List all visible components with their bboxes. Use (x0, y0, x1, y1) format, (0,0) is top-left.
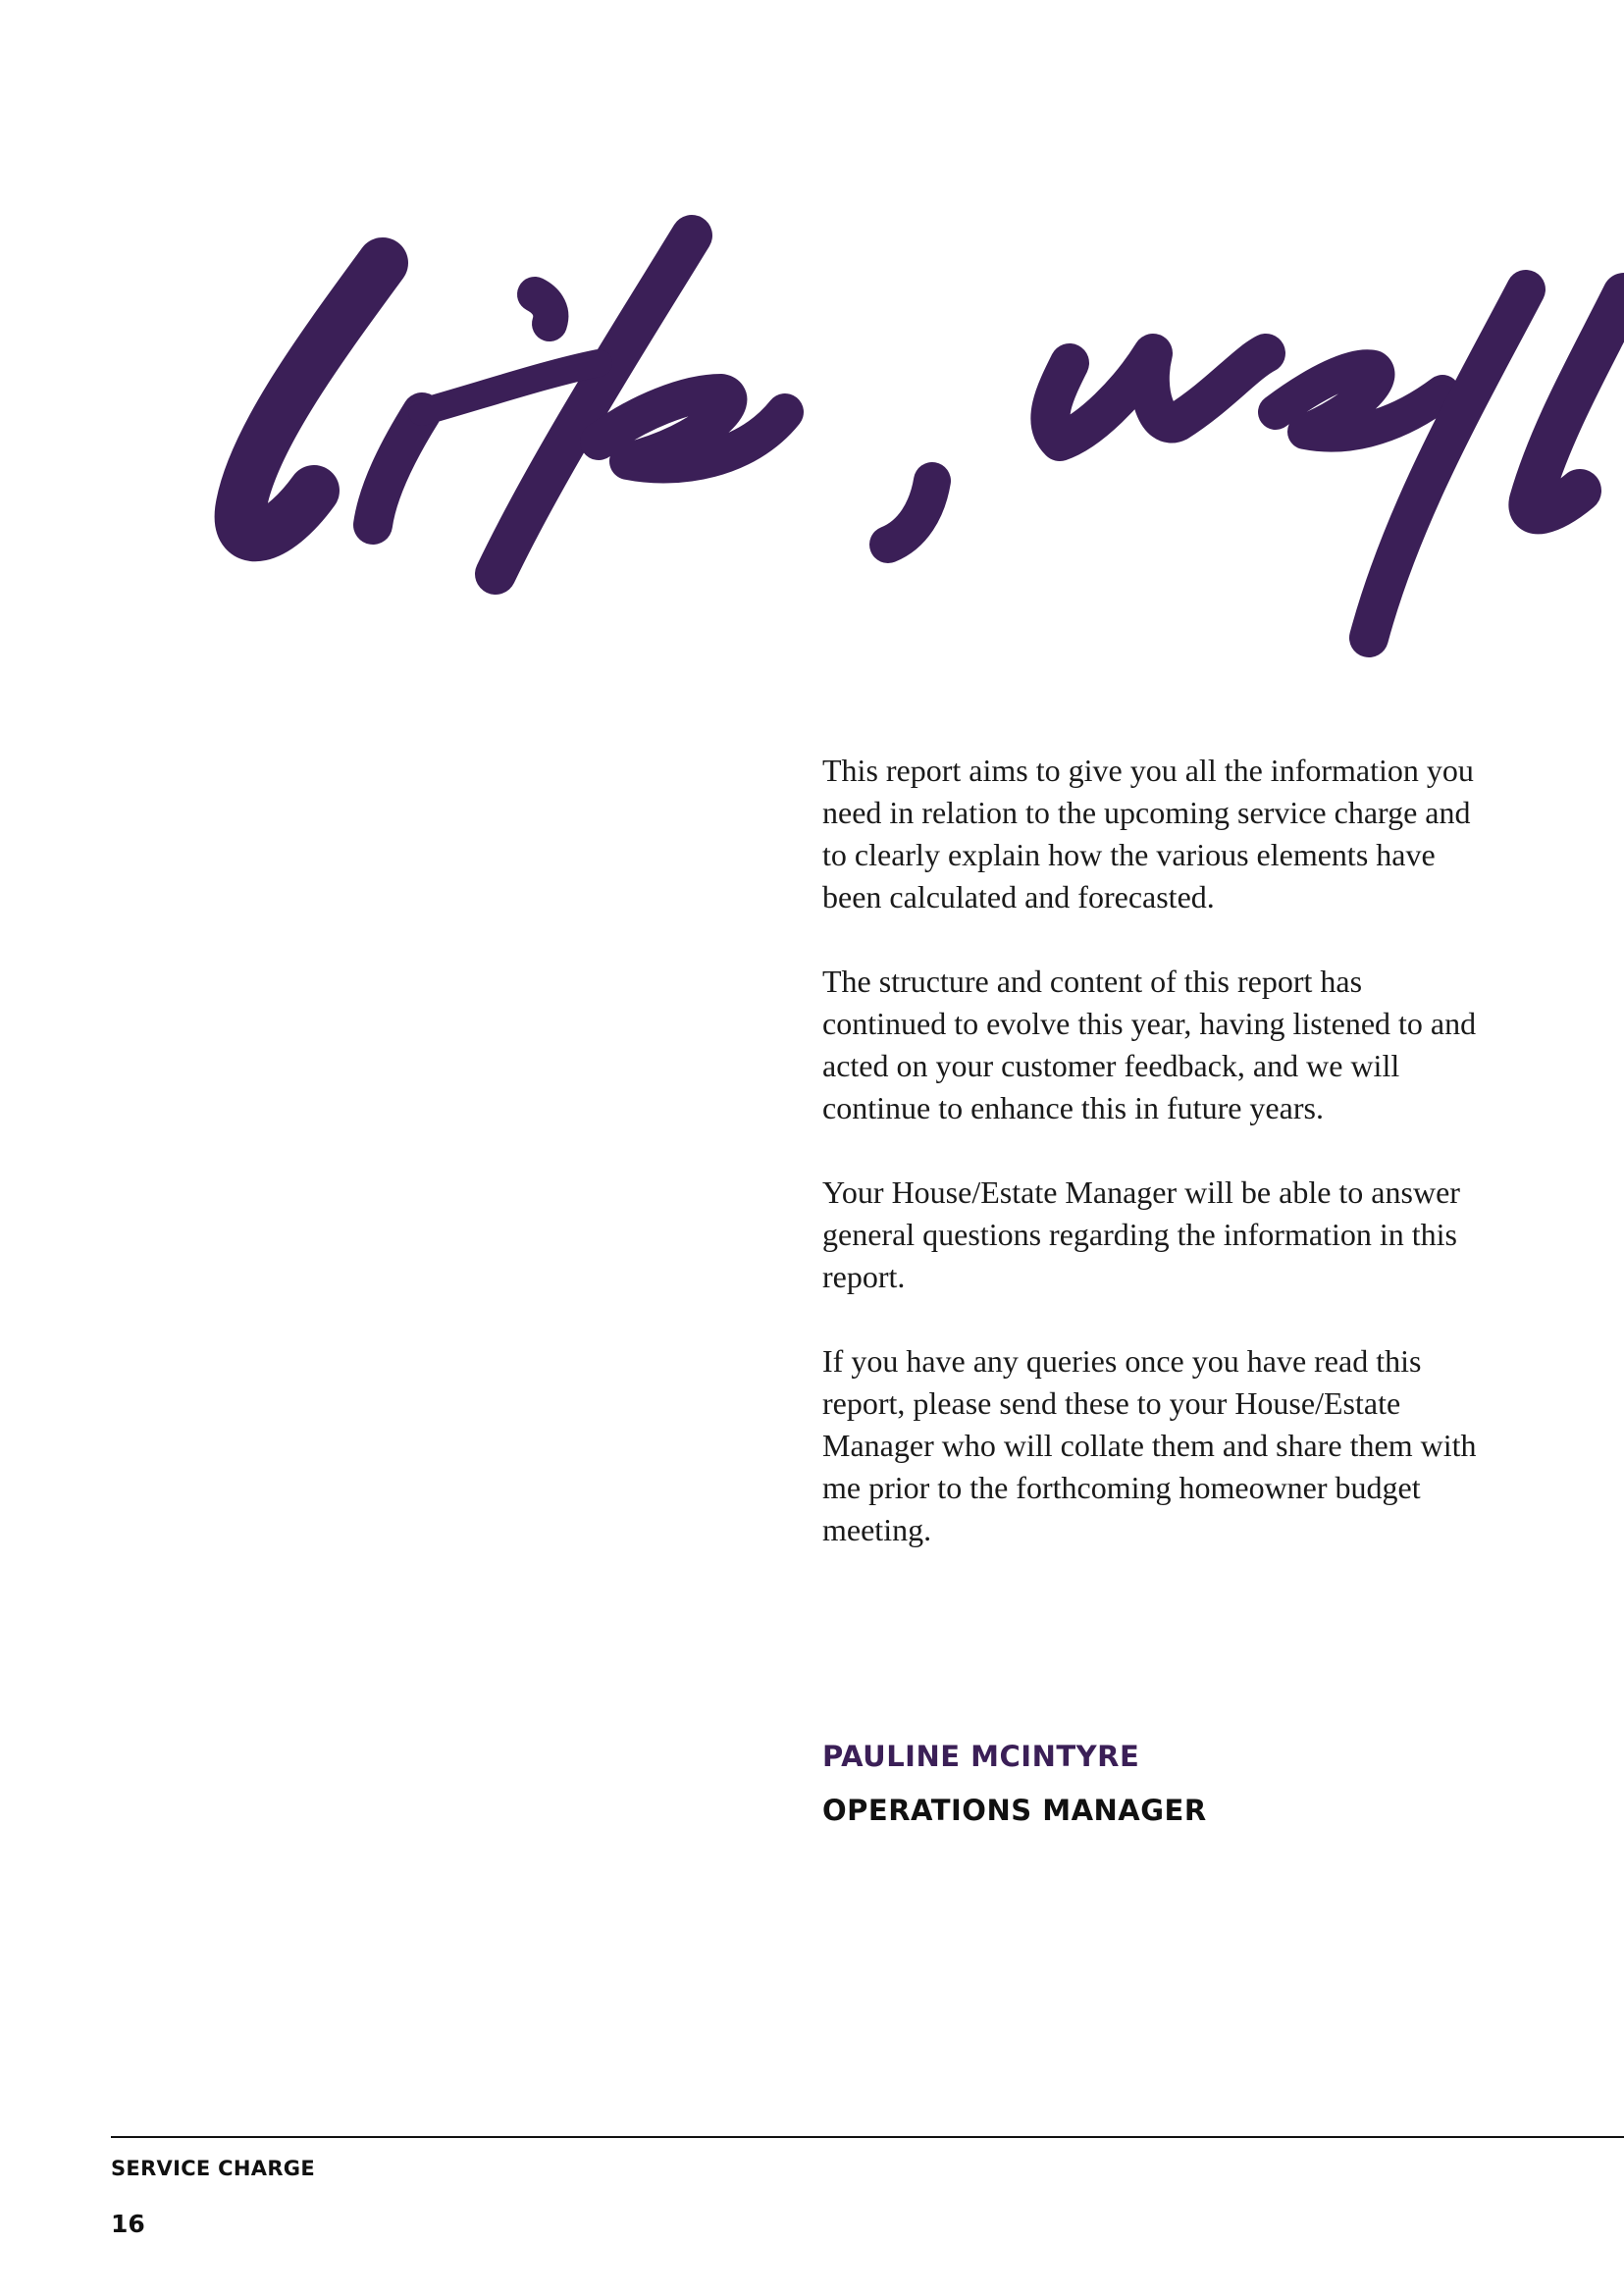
signatory-title: OPERATIONS MANAGER (822, 1794, 1207, 1827)
footer-section-label: SERVICE CHARGE (111, 2157, 315, 2180)
structure-paragraph: The structure and content of this report has continued to evolve this year, having listened to and acted on your customer feedback, and we will continue to enhance this in future years. (822, 964, 1477, 1125)
headline-script-lettering (0, 0, 1624, 706)
page-number: 16 (111, 2210, 145, 2238)
body-text (822, 750, 1490, 1593)
signatory-name: PAULINE MCINTYRE (822, 1740, 1140, 1773)
signature-block (822, 1739, 1207, 1828)
footer-divider (111, 2136, 1624, 2138)
manager-paragraph: Your House/Estate Manager will be able to answer general questions regarding the information in this report. (822, 1174, 1460, 1294)
intro-paragraph: This report aims to give you all the information you need in relation to the upcoming service charge and to clearly explain how the various elements have been calculated and forecasted. (822, 753, 1474, 914)
queries-paragraph: If you have any queries once you have read this report, please send these to your House/Estate Manager who will collate them and share them with me prior to the forthcoming homeowner budget meeting. (822, 1343, 1477, 1547)
